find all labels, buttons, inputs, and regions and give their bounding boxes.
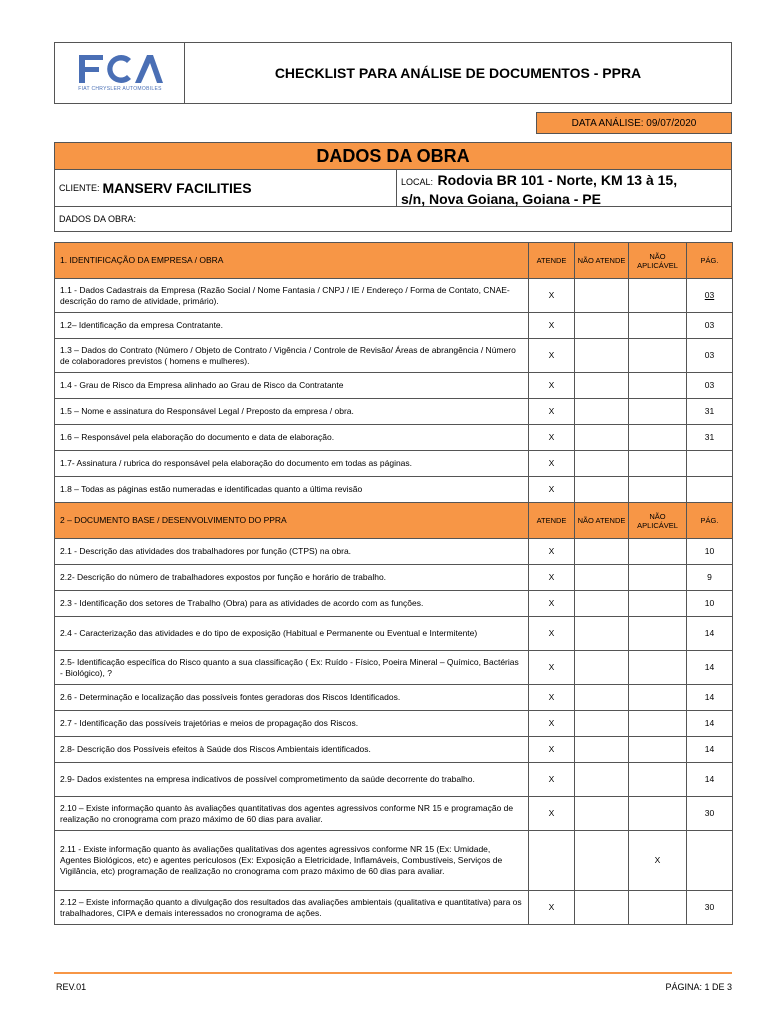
atende-mark: X bbox=[529, 373, 575, 399]
item-description: 1.1 - Dados Cadastrais da Empresa (Razão Social / Nome Fantasia / CNPJ / IE / Endereço / Forma de Contato, CNAE- descrição do ramo de atividade, primário). bbox=[55, 279, 529, 313]
checklist-row bbox=[55, 797, 733, 831]
atende-mark: X bbox=[529, 617, 575, 651]
nao-aplicavel-mark bbox=[629, 591, 687, 617]
page-reference: 10 bbox=[687, 539, 733, 565]
page-reference bbox=[687, 451, 733, 477]
checklist-row bbox=[55, 451, 733, 477]
nao-atende-mark bbox=[575, 313, 629, 339]
checklist-row bbox=[55, 711, 733, 737]
nao-atende-mark bbox=[575, 451, 629, 477]
obra-info-box bbox=[54, 142, 732, 232]
checklist-row bbox=[55, 425, 733, 451]
checklist-row bbox=[55, 763, 733, 797]
atende-mark: X bbox=[529, 539, 575, 565]
col-atende-header: ATENDE bbox=[529, 503, 575, 539]
item-description: 2.7 - Identificação das possíveis trajetórias e meios de propagação dos Riscos. bbox=[55, 711, 529, 737]
nao-atende-mark bbox=[575, 617, 629, 651]
checklist-row bbox=[55, 737, 733, 763]
nao-atende-mark bbox=[575, 685, 629, 711]
nao-aplicavel-mark bbox=[629, 651, 687, 685]
client-value: MANSERV FACILITIES bbox=[102, 180, 252, 196]
nao-aplicavel-mark bbox=[629, 373, 687, 399]
item-description: 1.5 – Nome e assinatura do Responsável Legal / Preposto da empresa / obra. bbox=[55, 399, 529, 425]
nao-atende-mark bbox=[575, 737, 629, 763]
nao-aplicavel-mark bbox=[629, 425, 687, 451]
logo-subtitle: FIAT CHRYSLER AUTOMOBILES bbox=[78, 86, 162, 92]
nao-atende-mark bbox=[575, 651, 629, 685]
col-pag-header: PÁG. bbox=[687, 503, 733, 539]
page-reference bbox=[687, 831, 733, 891]
atende-mark: X bbox=[529, 399, 575, 425]
atende-mark: X bbox=[529, 685, 575, 711]
page-reference: 14 bbox=[687, 617, 733, 651]
item-description: 1.2– Identificação da empresa Contratante. bbox=[55, 313, 529, 339]
item-description: 1.3 – Dados do Contrato (Número / Objeto de Contrato / Vigência / Controle de Revisão/ Áreas de abrangência / Número de colaboradores previstos ( homens e mulheres). bbox=[55, 339, 529, 373]
col-nao-atende-header: NÃO ATENDE bbox=[575, 243, 629, 279]
atende-mark: X bbox=[529, 651, 575, 685]
page-reference: 30 bbox=[687, 797, 733, 831]
page-reference: 10 bbox=[687, 591, 733, 617]
nao-atende-mark bbox=[575, 831, 629, 891]
nao-aplicavel-mark: X bbox=[629, 831, 687, 891]
nao-atende-mark bbox=[575, 591, 629, 617]
nao-atende-mark bbox=[575, 797, 629, 831]
page-reference: 31 bbox=[687, 399, 733, 425]
atende-mark: X bbox=[529, 763, 575, 797]
nao-aplicavel-mark bbox=[629, 617, 687, 651]
local-value-line1: Rodovia BR 101 - Norte, KM 13 à 15, bbox=[437, 172, 678, 188]
checklist-row bbox=[55, 891, 733, 925]
atende-mark: X bbox=[529, 313, 575, 339]
nao-aplicavel-mark bbox=[629, 711, 687, 737]
checklist-row bbox=[55, 373, 733, 399]
nao-atende-mark bbox=[575, 711, 629, 737]
obra-data-label: DADOS DA OBRA: bbox=[59, 214, 137, 224]
nao-aplicavel-mark bbox=[629, 891, 687, 925]
page-reference: 14 bbox=[687, 711, 733, 737]
client-label: CLIENTE: bbox=[59, 183, 100, 193]
item-description: 2.11 - Existe informação quanto às avaliações qualitativas dos agentes agressivos conforme NR 15 (Ex: Umidade, Agentes Biológicos, etc) e agentes periculosos (Ex: Exposição a Eletricidade, Inflamáveis, Combustíveis, Serviços de Vigilância, etc) programação de realização no cronograma com prazo máximo de 60 dias para avaliar. bbox=[55, 831, 529, 891]
nao-aplicavel-mark bbox=[629, 539, 687, 565]
item-description: 2.12 – Existe informação quanto a divulgação dos resultados das avaliações ambientais (qualitativa e quantitativa) para os trabalhadores, CIPA e demais interessados no cronograma de ações. bbox=[55, 891, 529, 925]
atende-mark: X bbox=[529, 591, 575, 617]
nao-aplicavel-mark bbox=[629, 477, 687, 503]
analysis-date: DATA ANÁLISE: 09/07/2020 bbox=[536, 112, 732, 134]
page-reference: 31 bbox=[687, 425, 733, 451]
checklist-table bbox=[54, 242, 733, 925]
checklist-row bbox=[55, 831, 733, 891]
nao-aplicavel-mark bbox=[629, 279, 687, 313]
page-reference bbox=[687, 477, 733, 503]
atende-mark: X bbox=[529, 797, 575, 831]
client-cell bbox=[55, 170, 397, 206]
atende-mark: X bbox=[529, 279, 575, 313]
company-logo bbox=[55, 43, 185, 103]
atende-mark: X bbox=[529, 425, 575, 451]
document-header bbox=[54, 42, 732, 104]
atende-mark: X bbox=[529, 477, 575, 503]
nao-atende-mark bbox=[575, 477, 629, 503]
col-nao-atende-header: NÃO ATENDE bbox=[575, 503, 629, 539]
atende-mark: X bbox=[529, 737, 575, 763]
nao-aplicavel-mark bbox=[629, 339, 687, 373]
page-reference: 14 bbox=[687, 651, 733, 685]
nao-aplicavel-mark bbox=[629, 763, 687, 797]
local-label: LOCAL: bbox=[401, 177, 434, 187]
col-atende-header: ATENDE bbox=[529, 243, 575, 279]
section-header-row bbox=[55, 503, 733, 539]
nao-atende-mark bbox=[575, 279, 629, 313]
item-description: 2.9- Dados existentes na empresa indicativos de possível comprometimento da saúde decorrente do trabalho. bbox=[55, 763, 529, 797]
section-header-row bbox=[55, 243, 733, 279]
nao-aplicavel-mark bbox=[629, 565, 687, 591]
local-cell bbox=[397, 170, 731, 206]
checklist-row bbox=[55, 591, 733, 617]
page-reference: 14 bbox=[687, 763, 733, 797]
atende-mark: X bbox=[529, 711, 575, 737]
nao-atende-mark bbox=[575, 339, 629, 373]
col-nao-aplicavel-header: NÃO APLICÁVEL bbox=[629, 503, 687, 539]
nao-atende-mark bbox=[575, 891, 629, 925]
page-reference: 03 bbox=[687, 313, 733, 339]
nao-aplicavel-mark bbox=[629, 313, 687, 339]
section-title: 2 – DOCUMENTO BASE / DESENVOLVIMENTO DO PPRA bbox=[55, 503, 529, 539]
nao-aplicavel-mark bbox=[629, 685, 687, 711]
nao-aplicavel-mark bbox=[629, 399, 687, 425]
obra-client-local-row bbox=[55, 170, 731, 207]
item-description: 2.1 - Descrição das atividades dos trabalhadores por função (CTPS) na obra. bbox=[55, 539, 529, 565]
item-description: 1.6 – Responsável pela elaboração do documento e data de elaboração. bbox=[55, 425, 529, 451]
atende-mark: X bbox=[529, 891, 575, 925]
item-description: 2.10 – Existe informação quanto às avaliações quantitativas dos agentes agressivos conforme NR 15 e programação de realização no cronograma com prazo máximo de 60 dias para avaliar. bbox=[55, 797, 529, 831]
atende-mark: X bbox=[529, 565, 575, 591]
obra-heading: DADOS DA OBRA bbox=[55, 143, 731, 170]
item-description: 2.6 - Determinação e localização das possíveis fontes geradoras dos Riscos Identificados. bbox=[55, 685, 529, 711]
checklist-row bbox=[55, 339, 733, 373]
item-description: 2.3 - Identificação dos setores de Trabalho (Obra) para as atividades de acordo com as funções. bbox=[55, 591, 529, 617]
page-reference: 14 bbox=[687, 737, 733, 763]
nao-atende-mark bbox=[575, 373, 629, 399]
checklist-row bbox=[55, 539, 733, 565]
atende-mark: X bbox=[529, 451, 575, 477]
nao-atende-mark bbox=[575, 425, 629, 451]
checklist-row bbox=[55, 685, 733, 711]
item-description: 1.8 – Todas as páginas estão numeradas e identificadas quanto a última revisão bbox=[55, 477, 529, 503]
col-nao-aplicavel-header: NÃO APLICÁVEL bbox=[629, 243, 687, 279]
document-title: CHECKLIST PARA ANÁLISE DE DOCUMENTOS - PPRA bbox=[274, 65, 642, 81]
checklist-row bbox=[55, 565, 733, 591]
col-pag-header: PÁG. bbox=[687, 243, 733, 279]
checklist-row bbox=[55, 279, 733, 313]
nao-aplicavel-mark bbox=[629, 737, 687, 763]
page-reference: 03 bbox=[687, 339, 733, 373]
item-description: 2.8- Descrição dos Possíveis efeitos à Saúde dos Riscos Ambientais identificados. bbox=[55, 737, 529, 763]
atende-mark: X bbox=[529, 339, 575, 373]
page-reference: 03 bbox=[687, 279, 733, 313]
page-reference: 03 bbox=[687, 373, 733, 399]
nao-atende-mark bbox=[575, 565, 629, 591]
page-reference: 9 bbox=[687, 565, 733, 591]
atende-mark bbox=[529, 831, 575, 891]
nao-atende-mark bbox=[575, 539, 629, 565]
nao-aplicavel-mark bbox=[629, 797, 687, 831]
section-title: 1. IDENTIFICAÇÃO DA EMPRESA / OBRA bbox=[55, 243, 529, 279]
revision-label: REV.01 bbox=[56, 982, 87, 992]
item-description: 2.4 - Caracterização das atividades e do tipo de exposição (Habitual e Permanente ou Eventual e Intermitente) bbox=[55, 617, 529, 651]
page-reference: 14 bbox=[687, 685, 733, 711]
nao-atende-mark bbox=[575, 763, 629, 797]
local-value-line2: s/n, Nova Goiana, Goiana - PE bbox=[401, 191, 601, 207]
checklist-row bbox=[55, 477, 733, 503]
item-description: 1.4 - Grau de Risco da Empresa alinhado ao Grau de Risco da Contratante bbox=[55, 373, 529, 399]
item-description: 1.7- Assinatura / rubrica do responsável pela elaboração do documento em todas as páginas. bbox=[55, 451, 529, 477]
page-reference: 30 bbox=[687, 891, 733, 925]
fca-logo-icon bbox=[77, 53, 163, 85]
item-description: 2.2- Descrição do número de trabalhadores expostos por função e horário de trabalho. bbox=[55, 565, 529, 591]
checklist-row bbox=[55, 617, 733, 651]
item-description: 2.5- Identificação específica do Risco quanto a sua classificação ( Ex: Ruído - Físico, Poeira Mineral – Químico, Bactérias - Biológico), ? bbox=[55, 651, 529, 685]
nao-atende-mark bbox=[575, 399, 629, 425]
checklist-row bbox=[55, 399, 733, 425]
footer-divider bbox=[54, 972, 732, 974]
page-number: PÁGINA: 1 DE 3 bbox=[665, 982, 732, 992]
checklist-row bbox=[55, 313, 733, 339]
nao-aplicavel-mark bbox=[629, 451, 687, 477]
checklist-row bbox=[55, 651, 733, 685]
